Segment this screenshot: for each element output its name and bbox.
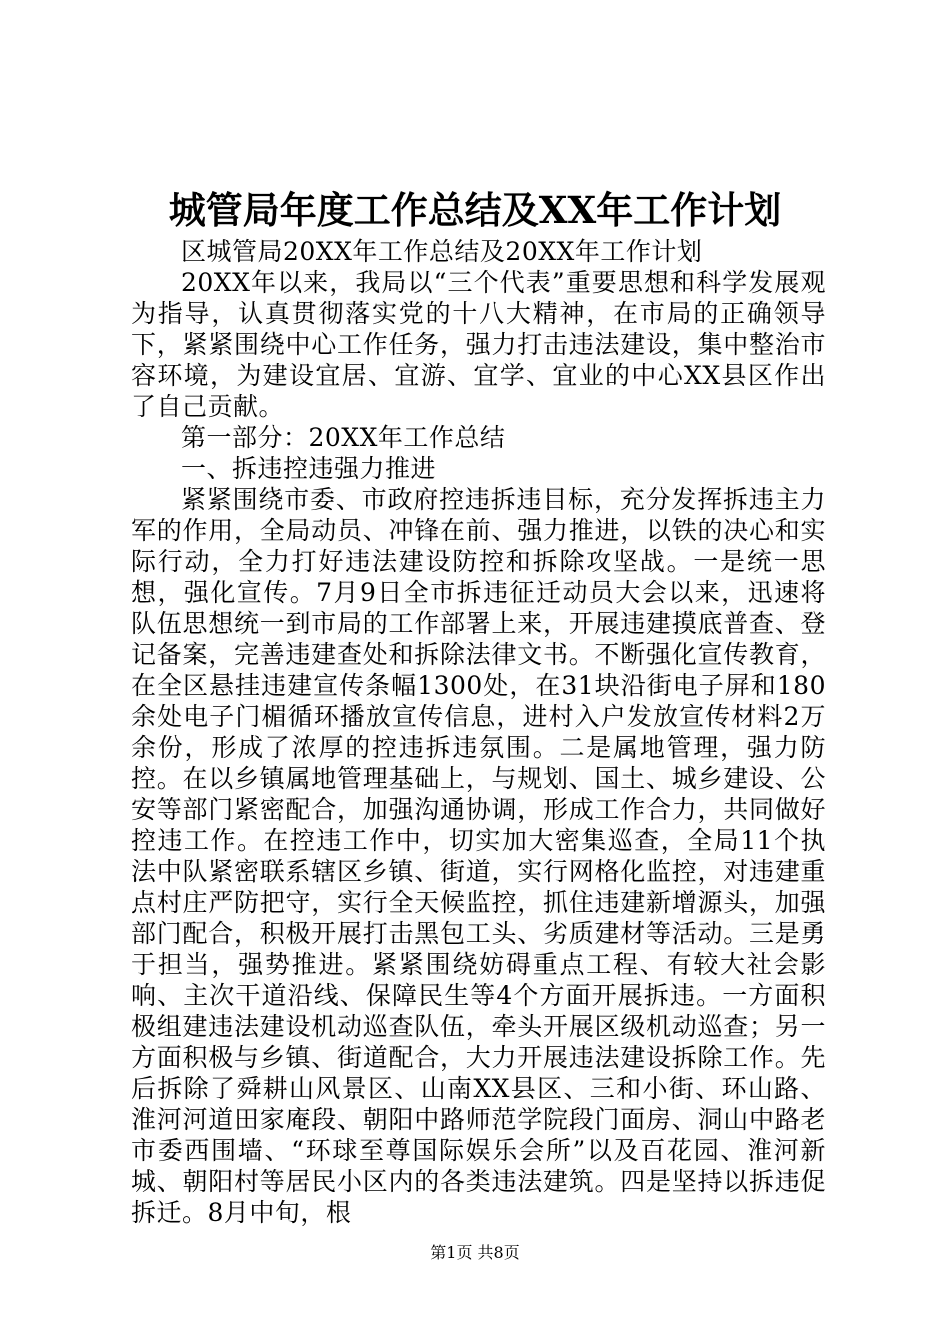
intro-paragraph: 20XX年以来，我局以“三个代表”重要思想和科学发展观为指导，认真贯彻落实党的十八大精神，在市局的正确领导下，紧紧围绕中心工作任务，强力打击违法建设，集中整治市容环境，为建设宜居、宜游、宜学、宜业的中心XX县区作出了自己贡献。 (131, 268, 826, 421)
body-paragraph: 紧紧围绕市委、市政府控违拆违目标，充分发挥拆违主力军的作用，全局动员、冲锋在前、强力推进，以铁的决心和实际行动，全力打好违法建设防控和拆除攻坚战。一是统一思想，强化宣传。7月9日全市拆违征迁动员大会以来，迅速将队伍思想统一到市局的工作部署上来，开展违建摸底普查、登记备案，完善违建查处和拆除法律文书。不断强化宣传教育，在全区悬挂违建宣传条幅1300处，在31块沿街电子屏和180余处电子门楣循环播放宣传信息，进村入户发放宣传材料2万余份，形成了浓厚的控违拆违氛围。二是属地管理，强力防控。在以乡镇属地管理基础上，与规划、国土、城乡建设、公安等部门紧密配合，加强沟通协调，形成工作合力，共同做好控违工作。在控违工作中，切实加大密集巡查，全局11个执法中队紧密联系辖区乡镇、街道，实行网格化监控，对违建重点村庄严防把守，实行全天候监控，抓住违建新增源头，加强部门配合，积极开展打击黑包工头、劣质建材等活动。三是勇于担当，强势推进。紧紧围绕妨碍重点工程、有较大社会影响、主次干道沿线、保障民生等4个方面开展拆违。一方面积极组建违法建设机动巡查队伍，牵头开展区级机动巡查；另一方面积极与乡镇、街道配合，大力开展违法建设拆除工作。先后拆除了舜耕山风景区、山南XX县区、三和小街、环山路、淮河河道田家庵段、朝阳中路师范学院段门面房、洞山中路老市委西围墙、“环球至尊国际娱乐会所”以及百花园、淮河新城、朝阳村等居民小区内的各类违法建筑。四是坚持以拆违促拆迁。8月中旬，根 (131, 485, 826, 1227)
page-number-footer: 第1页 共8页 (430, 1243, 520, 1262)
subsection-heading: 一、拆违控违强力推进 (181, 454, 437, 483)
subtitle-paragraph: 区城管局20XX年工作总结及20XX年工作计划 (181, 237, 703, 266)
document-body (131, 236, 826, 1228)
section-heading: 第一部分：20XX年工作总结 (181, 423, 506, 452)
document-title: 城管局年度工作总结及XX年工作计划 (168, 188, 782, 232)
